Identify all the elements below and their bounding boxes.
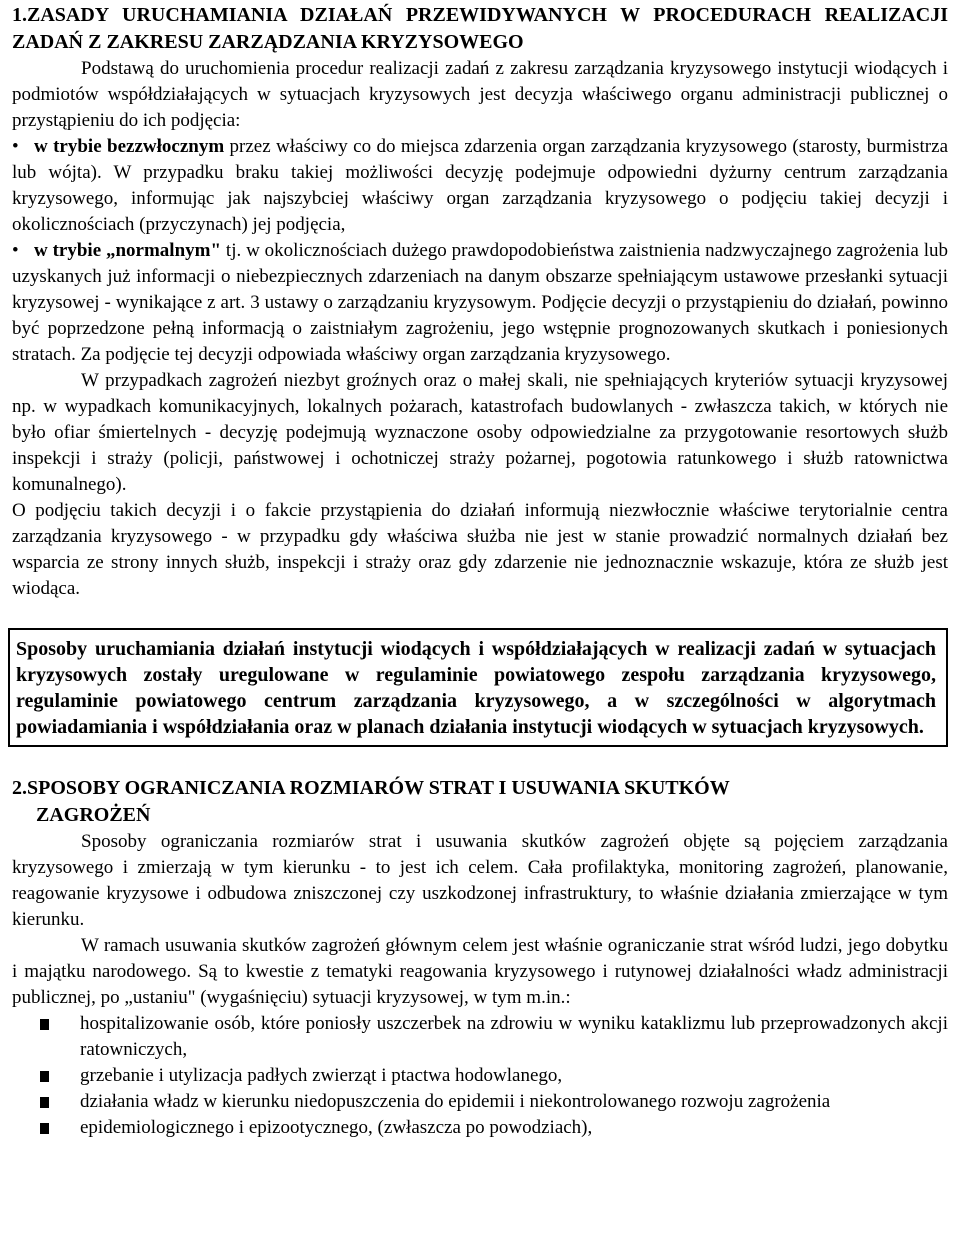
bullet-dot-icon: •: [12, 136, 19, 157]
section-1-paragraph-2: W przypadkach zagrożeń niezbyt groźnych oraz o małej skali, nie spełniających kryteriów sytuacji kryzysowej np. w wypadkach komunikacyjnych, lokalnych pożarach, katastrofach budowlanych - zwłaszcza takich, w których nie było ofiar śmiertelnych - decyzję podejmują wyznaczone osoby odpowiedzialne za przygotowanie resortowych służb inspekcji i straży (policji, państwowej i ochotniczej straży pożarnej, pogotowia ratunkowego i służb ratownictwa komunalnego).: [12, 370, 948, 495]
square-bullet-icon: [40, 1071, 49, 1082]
highlighted-box-paragraph: Sposoby uruchamiania działań instytucji wiodących i współdziałających w realizacji zadań w sytuacjach kryzysowych zostały uregulowane w regulaminie powiatowego zespołu zarządzania kryzysowego, regulaminie powiatowego centrum zarządzania kryzysowego, a w szczególności w algorytmach powiadamiania i współdziałania oraz w planach działania instytucji wiodących w sytuacjach kryzysowych.: [8, 628, 948, 747]
section-1-intro-paragraph: Podstawą do uruchomienia procedur realizacji zadań z zakresu zarządzania kryzysowego instytucji wiodących i podmiotów współdziałających w sytuacjach kryzysowych jest decyzja właściwego organu administracji publicznej o przystąpieniu do ich podjęcia:: [12, 58, 948, 131]
square-bullet-icon: [40, 1019, 49, 1030]
list-item: [12, 1115, 948, 1141]
section-1-paragraph-3: O podjęciu takich decyzji i o fakcie przystąpienia do działań informują niezwłocznie właściwe terytorialnie centra zarządzania kryzysowego - w przypadku gdy właściwa służba nie jest w stanie prowadzić normalnych działań bez wsparcia ze strony innych służb, inspekcji i straży oraz gdy zdarzenie nie jednoznacznie wskazuje, która ze służb jest wiodąca.: [12, 500, 948, 599]
square-bullet-icon: [40, 1123, 49, 1134]
section-2-paragraph-2: W ramach usuwania skutków zagrożeń głównym celem jest właśnie ograniczanie strat wśród ludzi, jego dobytku i majątku narodowego. Są to kwestie z tematyki reagowania kryzysowego i rutynowej działalności władz administracji publicznej, po „ustaniu" (wygaśnięciu) sytuacji kryzysowej, w tym m.in.:: [12, 935, 948, 1008]
list-item-text: epidemiologicznego i epizootycznego, (zwłaszcza po powodziach),: [80, 1117, 593, 1138]
bullet-item-bold-label: w trybie „normalnym": [34, 240, 222, 261]
section-2-paragraph-1: Sposoby ograniczania rozmiarów strat i usuwania skutków zagrożeń objęte są pojęciem zarządzania kryzysowego i zmierzają w tym kierunku - to jest ich celem. Cała profilaktyka, monitoring zagrożeń, planowanie, reagowanie kryzysowe i odbudowa zniszczonej czy uszkodzonej infrastruktury, to właśnie działania zmierzające w tym kierunku.: [12, 831, 948, 930]
measures-list: [12, 1011, 948, 1141]
section-2-heading-line-2: ZAGROŻEŃ: [36, 804, 151, 826]
bullet-item-text: przez właściwy co do miejsca zdarzenia organ zarządzania kryzysowego (starosty, burmistrza lub wójta). W przypadku braku takiej możliwości decyzję podejmuje odpowiedni dyżurny centrum zarządzania kryzysowego, informując jak najszybciej właściwy organ zarządzania kryzysowego o podjęciu takiej decyzji i okolicznościach (przyczynach) jej podjęcia,: [12, 136, 949, 235]
list-item: [12, 1063, 948, 1089]
square-bullet-icon: [40, 1097, 49, 1108]
section-2-heading-line-1: 2.SPOSOBY OGRANICZANIA ROZMIARÓW STRAT I USUWANIA SKUTKÓW: [12, 777, 730, 799]
list-item: [12, 1011, 948, 1063]
bullet-item-immediate-mode: [12, 134, 948, 238]
document-page: [12, 0, 948, 1141]
section-1-heading: 1.ZASADY URUCHAMIANIA DZIAŁAŃ PRZEWIDYWANYCH W PROCEDURACH REALIZACJI ZADAŃ Z ZAKRESU ZARZĄDZANIA KRYZYSOWEGO: [12, 4, 948, 53]
bullet-item-text: tj. w okolicznościach dużego prawdopodobieństwa zaistnienia nadzwyczajnego zagrożenia lub uzyskanych już informacji o niebezpiecznych zdarzeniach na danym obszarze spełniającym ustawowe przesłanki sytuacji kryzysowej - wynikające z art. 3 ustawy o zarządzaniu kryzysowym. Podjęcie decyzji o przystąpieniu do działań, powinno być poprzedzone pełną informacją o zaistniałym zagrożeniu, jego wstępnie prognozowanych skutkach i poniesionych stratach. Za podjęcie tej decyzji odpowiada właściwy organ zarządzania kryzysowego.: [12, 240, 949, 365]
list-item: [12, 1089, 948, 1115]
section-2-heading: [12, 775, 948, 829]
list-item-text: hospitalizowanie osób, które poniosły uszczerbek na zdrowiu w wyniku kataklizmu lub przeprowadzonych akcji ratowniczych,: [80, 1013, 948, 1060]
list-item-text: grzebanie i utylizacja padłych zwierząt i ptactwa hodowlanego,: [80, 1065, 563, 1086]
bullet-item-normal-mode: [12, 238, 948, 368]
bullet-dot-icon: •: [12, 240, 19, 261]
bullet-item-bold-label: w trybie bezzwłocznym: [34, 136, 225, 157]
list-item-text: działania władz w kierunku niedopuszczenia do epidemii i niekontrolowanego rozwoju zagrożenia: [80, 1091, 831, 1112]
